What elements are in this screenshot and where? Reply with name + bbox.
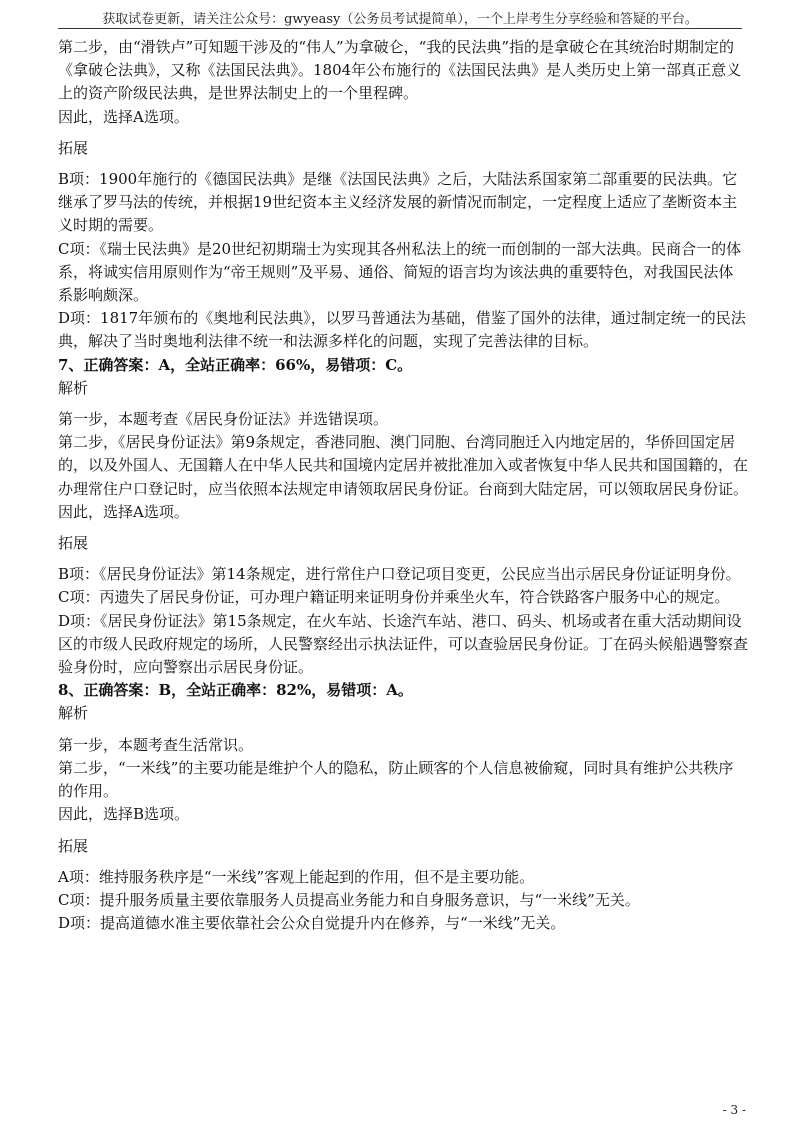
question-8-answer-heading: 8、正确答案：B，全站正确率：82%，易错项：A。	[58, 681, 413, 700]
header-divider	[58, 28, 742, 29]
option-b-paragraph: B项：《居民身份证法》第14条规定，进行常住户口登记项目变更，公民应当出示居民身份证证明身份。	[58, 565, 741, 584]
step-one-paragraph: 第一步，本题考查《居民身份证法》并选错误项。	[58, 410, 389, 429]
conclusion-line: 因此，选择A选项。	[58, 502, 189, 521]
step-two-paragraph: 第二步，由“滑铁卢”可知题干涉及的“伟人”为拿破仑，“我的民法典”指的是拿破仑在其统治时期制定的《拿破仑法典》，又称《法国民法典》。1804年公布施行的《法国民法典》是人类历史上第一部真正意义上的资产阶级民法典，是世界法制史上的一个里程碑。	[58, 38, 742, 103]
conclusion-line: 因此，选择B选项。	[58, 805, 190, 824]
option-d-paragraph: D项：《居民身份证法》第15条规定，在火车站、长途汽车站、港口、码头、机场或者在重大活动期间设区的市级人民政府规定的场所，人民警察经出示执法证件，可以查验居民身份证。丁在码头候船遇警察查验身份时，应向警察出示居民身份证。	[58, 611, 749, 677]
option-c-paragraph: C项：丙遗失了居民身份证，可办理户籍证明来证明身份并乘坐火车，符合铁路客户服务中心的规定。	[58, 588, 730, 607]
option-b-paragraph: B项：1900年施行的《德国民法典》是继《法国民法典》之后，大陆法系国家第二部重要的民法典。它继承了罗马法的传统，并根据19世纪资本主义经济发展的新情况而制定，一定程度上适应了垄断资本主义时期的需要。	[58, 170, 738, 235]
option-a-paragraph: A项：维持服务秩序是“一米线”客观上能起到的作用，但不是主要功能。	[58, 867, 535, 886]
analysis-heading: 解析	[58, 704, 89, 723]
analysis-heading: 解析	[58, 378, 89, 397]
extension-heading: 拓展	[58, 836, 89, 855]
document-body	[58, 36, 748, 935]
extension-heading: 拓展	[58, 138, 89, 157]
step-two-paragraph: 第二步，《居民身份证法》第9条规定，香港同胞、澳门同胞、台湾同胞迁入内地定居的，华侨回国定居的，以及外国人、无国籍人在中华人民共和国境内定居并被批准加入或者恢复中华人民共和国国籍的，在办理常住户口登记时，应当依照本法规定申请领取居民身份证。台商到大陆定居，可以领取居民身份证。	[58, 433, 749, 498]
page-number: - 3 -	[722, 1103, 746, 1117]
option-d-paragraph: D项：1817年颁布的《奥地利民法典》，以罗马普通法为基础，借鉴了国外的法律，通过制定统一的民法典，解决了当时奥地利法律不统一和法源多样化的问题，实现了完善法律的目标。	[58, 309, 746, 351]
extension-heading: 拓展	[58, 534, 89, 553]
step-two-paragraph: 第二步，“一米线”的主要功能是维护个人的隐私，防止顾客的个人信息被偷窥，同时具有维护公共秩序的作用。	[58, 758, 734, 801]
option-c-paragraph: C项：提升服务质量主要依靠服务人员提高业务能力和自身服务意识，与“一米线”无关。	[58, 890, 640, 909]
step-one-paragraph: 第一步，本题考查生活常识。	[58, 735, 254, 754]
option-d-paragraph: D项：提高道德水准主要依靠社会公众自觉提升内在修养，与“一米线”无关。	[58, 914, 566, 933]
page-header: 获取试卷更新，请关注公众号：gwyeasy（公务员考试提简单），一个上岸考生分享经验和答疑的平台。	[102, 12, 698, 27]
option-c-paragraph: C项：《瑞士民法典》是20世纪初期瑞士为实现其各州私法上的统一而创制的一部大法典。民商合一的体系，将诚实信用原则作为“帝王规则”及平易、通俗、简短的语言均为该法典的重要特色，对我国民法体系影响颇深。	[58, 239, 742, 305]
conclusion-line: 因此，选择A选项。	[58, 107, 189, 126]
question-7-answer-heading: 7、正确答案：A，全站正确率：66%，易错项：C。	[58, 355, 413, 374]
